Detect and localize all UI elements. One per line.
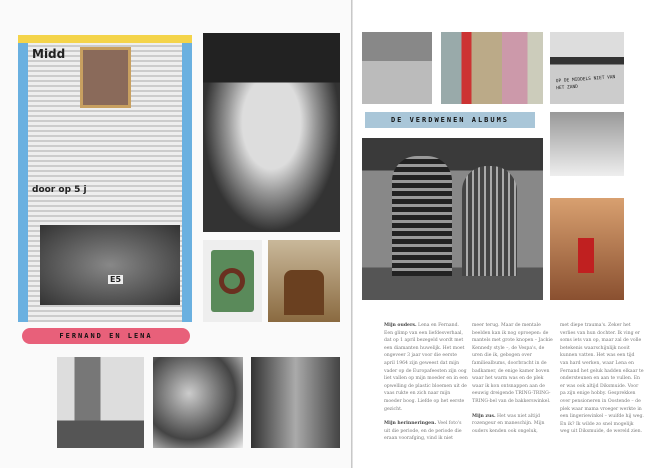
tin-photo <box>203 240 262 322</box>
family-color-photo <box>441 32 543 104</box>
beach-photo-caption: OP DE MIDDELS NIET VAN HET ZAND <box>555 75 616 92</box>
newspaper-text: door op 5 j <box>32 185 87 195</box>
child-in-red-photo <box>550 198 624 300</box>
paragraph <box>560 322 644 436</box>
paragraph-lead: Mijn ouders. <box>384 323 417 328</box>
paragraph <box>472 322 556 406</box>
paragraph-body: met diepe trauma's. Zeker het verlies van hun dochter. Ik ving er soms iets van op, maar zal de volle betekenis waarschijnlijk nooit kunnen vatten. Het was een tijd van hard werken, waar Lena en Fernand het geluk hadden elkaar te ondersteunen en aan te vullen. En er was ook altijd Diksmuide. Voor pa zijn enige hobby. Gesprekken over pensioneren in Oostende – de plek waar mama vroeger werkte in een lingeriewinkel – wuifde hij weg. En ik? Ik wilde zo snel mogelijk weg uit Diksmuide, de wereld zien. <box>560 323 644 435</box>
text-column-1 <box>384 322 468 450</box>
church-tower-photo <box>57 357 144 448</box>
man-figure <box>392 156 452 276</box>
child-figure <box>578 238 594 273</box>
paragraph <box>472 413 556 436</box>
paragraph-body: Het was niet altijd rozengeur en maneschijn. Mijn ouders kenden ook ongeluk, <box>472 413 545 434</box>
heading-fernand-en-lena: FERNAND EN LENA <box>22 328 190 344</box>
paragraph-lead: Mijn herinneringen. <box>384 421 437 427</box>
paragraph-lead: Mijn zus. <box>472 413 496 419</box>
frames-pile <box>40 225 180 305</box>
woman-figure <box>462 166 517 276</box>
sleeping-child-photo <box>153 357 243 448</box>
elderly-couple-photo <box>362 138 543 300</box>
text-column-3 <box>560 322 644 443</box>
paragraph-body: Veel foto's uit die periode, en de periode die eraan voorafging, vind ik niet <box>384 421 462 442</box>
paragraph <box>384 420 468 443</box>
newspaper-headline: Midd <box>32 47 66 61</box>
frame-label: E5 <box>110 275 122 284</box>
paragraph-body: meer terug. Maar de mentale beelden kan ik nog oproepen: de mantels met grote knopen – Jackie Kennedy style –, de Vespa's, de uren die ik, gebogen over familiealbums, doorbracht in de badkamer, de enige kamer boven waar het warm was en de plek waar ik kon ontsnappen aan de eeuwig dreigende TRING-TRING-TRING-bel van de bakkerswinkel. <box>472 323 553 404</box>
beach-photo <box>550 32 624 104</box>
paragraph-body: Lena en Fernand. Een glimp van een liefdesverhaal, dat op 1 april bezegeld wordt met een diamanten huwelijk. Het moet ongeveer 3 jaar voor die eerste april 1964 zijn geweest dat mijn vader op de Europafeesten zijn oog liet vallen op mijn moeder en in een opwelling de plastic bloemen uit de vaas rukte en zich naar mijn moeder boog. Liefde op het eerste gezicht. <box>384 323 468 412</box>
woman-portrait-photo <box>203 33 340 232</box>
albums-table-photo <box>550 112 624 176</box>
child-portrait-frame <box>80 47 131 108</box>
paragraph <box>384 322 468 413</box>
couple-bw-photo <box>251 357 340 448</box>
children-group-photo <box>362 32 432 104</box>
jewelry-collage-photo <box>18 35 192 322</box>
chair-photo <box>268 240 340 322</box>
text-column-2 <box>472 322 556 442</box>
heading-de-verdwenen-albums: DE VERDWENEN ALBUMS <box>365 112 535 128</box>
page-fold <box>351 0 353 468</box>
